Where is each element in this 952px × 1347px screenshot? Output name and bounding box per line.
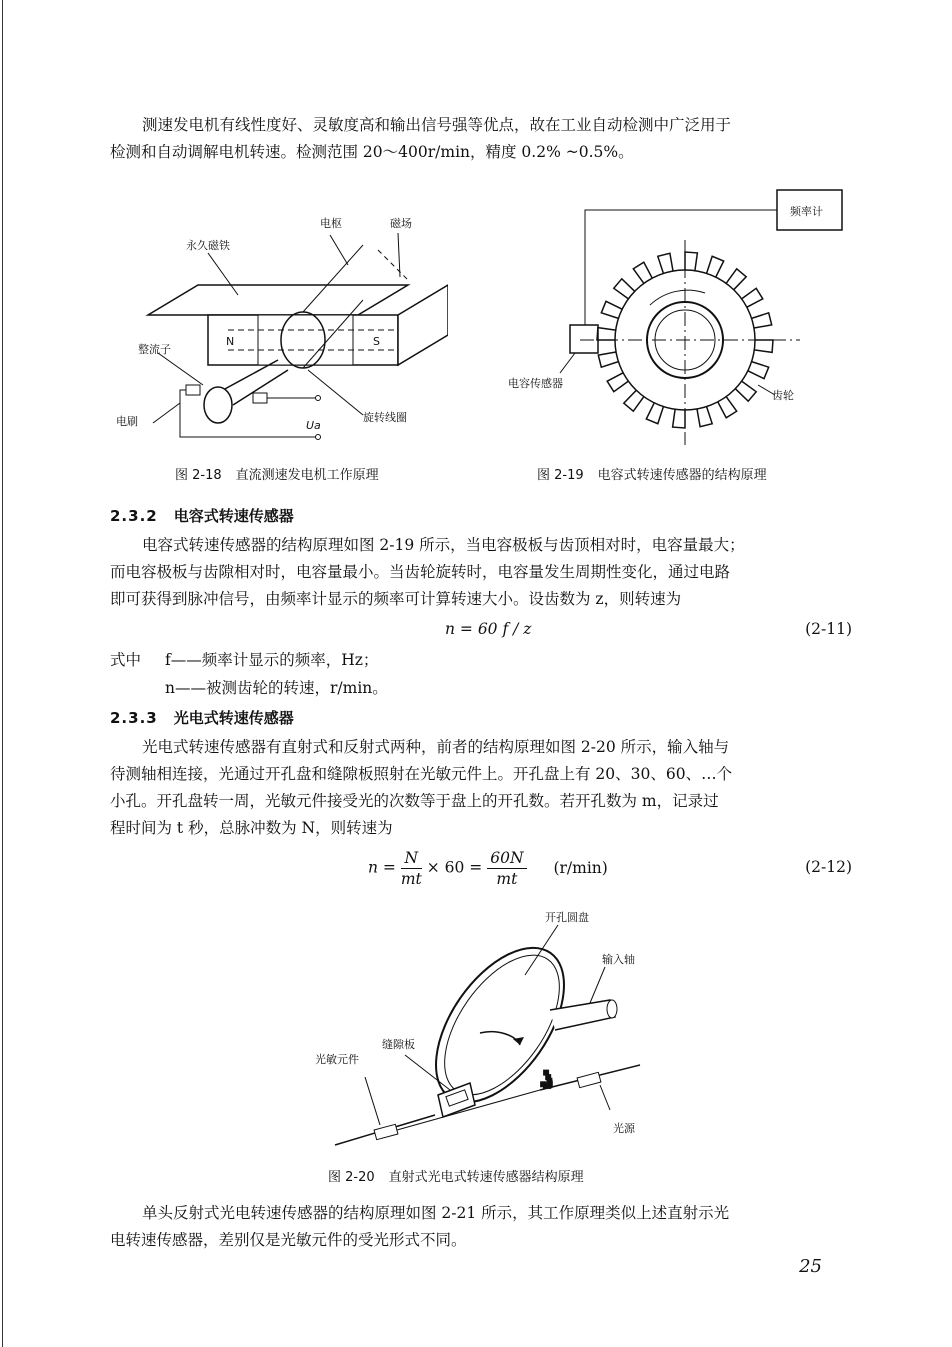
fraction-n-over-mt: $\frac{N}{mt}$: [400, 849, 422, 888]
page-number: 25: [799, 1256, 822, 1277]
label-photo: 光敏元件: [315, 1053, 359, 1066]
intro-paragraph: [110, 112, 858, 166]
label-rectifier: 整流子: [138, 343, 171, 356]
label-magnet: 永久磁铁: [186, 239, 230, 252]
section-2-3-2-heading: 2.3.2 电容式转速传感器: [110, 507, 294, 525]
equation-2-11-number: (2-11): [805, 620, 852, 638]
figure-2-19-capacitive-sensor: [500, 185, 850, 445]
label-brush: 电刷: [116, 415, 138, 428]
section-2-3-3-heading: 2.3.3 光电式转速传感器: [110, 709, 294, 727]
label-cap-sensor: 电容传感器: [508, 377, 563, 390]
label-shaft: 输入轴: [602, 953, 635, 966]
label-light: 光源: [613, 1122, 635, 1135]
figure-2-18-caption: 图 2-18 直流测速发电机工作原理: [175, 468, 379, 483]
label-field: 磁场: [390, 217, 412, 230]
intro-line-1: 测速发电机有线性度好、灵敏度高和输出信号强等优点，故在工业自动检测中广泛用于: [142, 116, 732, 134]
definition-n: n——被测齿轮的转速，r/min。: [165, 679, 388, 697]
page-edge: [2, 0, 3, 1347]
definition-prefix: 式中: [110, 651, 142, 669]
intro-line-2: 检测和自动调解电机转速。检测范围 20～400r/min，精度 0.2% ~0.5%。: [110, 143, 634, 161]
closing-paragraph: 单头反射式光电转速传感器的结构原理如图 2-21 所示，其工作原理类似上述直射示光 电转速传感器，差别仅是光敏元件的受光形式不同。: [110, 1204, 730, 1249]
label-ua: Ua: [306, 419, 321, 432]
section-2-3-2-paragraph: 电容式转速传感器的结构原理如图 2-19 所示，当电容极板与齿顶相对时，电容量最大； 而电容极板与齿隙相对时，电容量最小。当齿轮旋转时，电容量发生周期性变化，通过电路 即可获得到脉冲信号，由频率计显示的频率可计算转速大小。设齿数为 z，则转速为: [110, 536, 745, 608]
figure-2-19-caption: 图 2-19 电容式转速传感器的结构原理: [537, 468, 767, 483]
label-disk: 开孔圆盘: [545, 911, 589, 924]
figure-2-20-caption: 图 2-20 直射式光电式转速传感器结构原理: [328, 1170, 584, 1185]
label-n-pole: N: [226, 335, 235, 348]
label-s-pole: S: [373, 335, 380, 348]
label-slit: 缝隙板: [382, 1038, 415, 1051]
fraction-60n-over-mt: $\frac{60N}{mt}$: [487, 848, 526, 889]
label-freq-meter: 频率计: [790, 205, 823, 218]
equation-2-12-number: (2-12): [805, 858, 852, 876]
section-2-3-3-paragraph: 光电式转速传感器有直射式和反射式两种，前者的结构原理如图 2-20 所示，输入轴与 待测轴相连接，光通过开孔盘和缝隙板照射在光敏元件上。开孔盘上有 20、30、60、…个 小孔。开孔盘转一周，光敏元件接受光的次数等于盘上的开孔数。若开孔数为 m，记录过 程时间为 t 秒，总脉冲数为 N，则转速为: [110, 738, 733, 837]
label-gear: 齿轮: [772, 389, 794, 402]
disk-hole: [540, 1081, 546, 1087]
label-coil: 旋转线圈: [363, 411, 407, 424]
definition-f: f——频率计显示的频率，Hz；: [165, 651, 379, 669]
cap-sensor-plate: [570, 325, 598, 353]
equation-2-11: n = 60 f / z: [445, 620, 532, 638]
figure-2-20-optical-sensor: [310, 905, 650, 1155]
equation-2-12: n = $\frac{N}{mt}$ × 60 = $\frac{60N}{mt}$ (r/min): [368, 849, 608, 888]
label-armature: 电枢: [320, 217, 342, 230]
figure-2-18-tachogenerator: [108, 205, 448, 445]
